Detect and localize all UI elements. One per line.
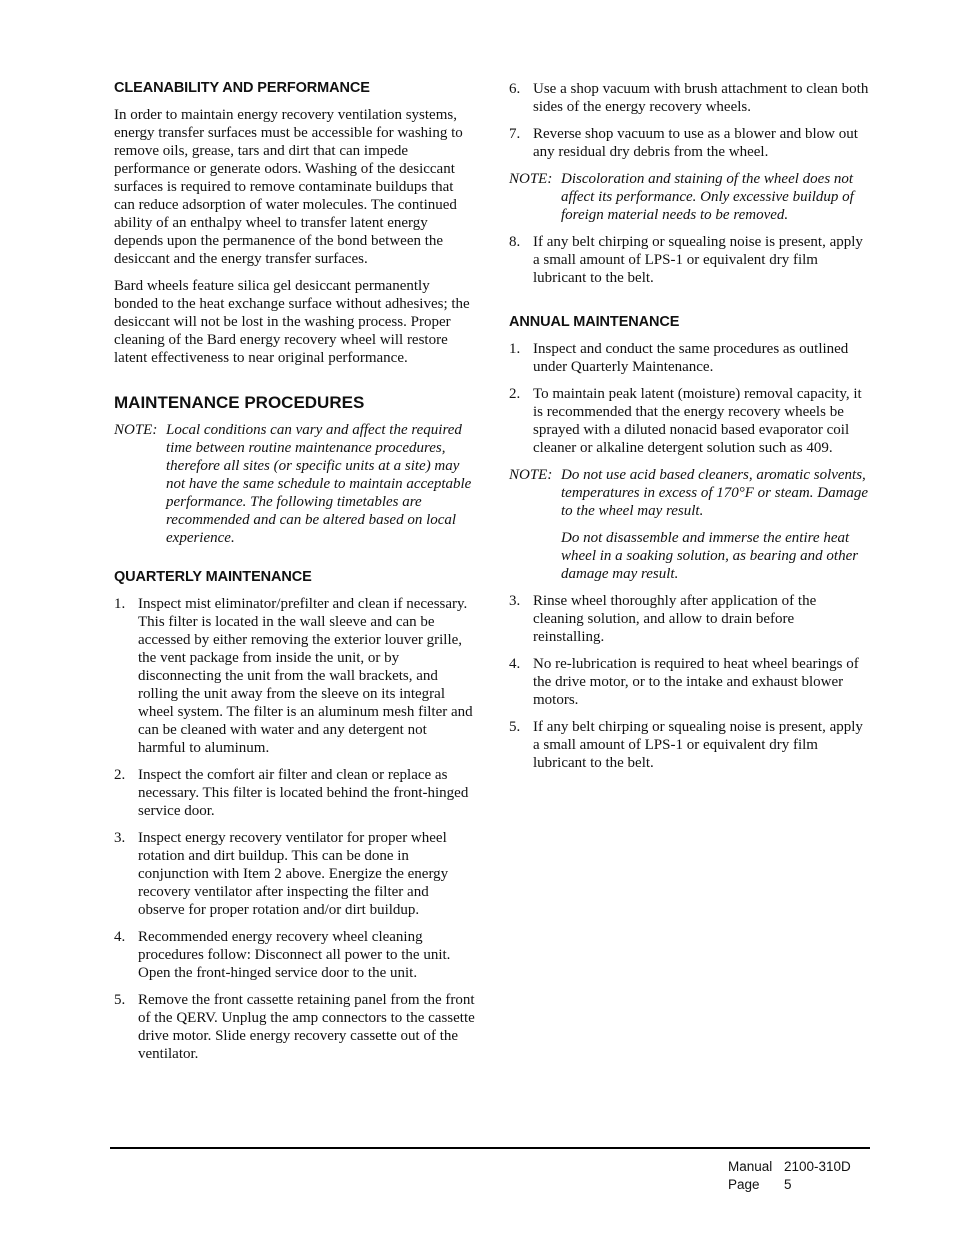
note-text: Discoloration and staining of the wheel does not affect its performance. Only excessive buildup of foreign material needs to be removed. xyxy=(561,171,854,223)
item-text: Recommended energy recovery wheel cleaning procedures follow: Disconnect all power to the unit. Open the front-hinged service door to the unit. xyxy=(138,929,451,981)
item-number: 5. xyxy=(114,992,126,1008)
manual-label: Manual xyxy=(728,1159,773,1174)
note-label: NOTE: xyxy=(114,422,158,438)
item-number: 1. xyxy=(509,341,521,357)
note-label: NOTE: xyxy=(509,467,553,483)
list-item xyxy=(114,829,476,919)
annual-list xyxy=(509,340,869,457)
list-item xyxy=(509,385,869,457)
list-item xyxy=(509,340,869,376)
page-footer xyxy=(728,1158,851,1194)
item-number: 2. xyxy=(114,767,126,783)
item-number: 8. xyxy=(509,234,521,250)
item-text: Inspect the comfort air filter and clean or replace as necessary. This filter is located behind the front-hinged service door. xyxy=(138,767,469,819)
annual-maintenance-heading: ANNUAL MAINTENANCE xyxy=(509,314,680,330)
item-text: To maintain peak latent (moisture) removal capacity, it is recommended that the energy recovery wheels be sprayed with a diluted nonacid based evaporator coil cleaner or alkaline detergent solution such as 409. xyxy=(533,386,862,456)
item-number: 1. xyxy=(114,596,126,612)
note-label: NOTE: xyxy=(509,171,553,187)
list-item xyxy=(114,928,476,982)
footer-divider xyxy=(110,1147,870,1149)
item-text: Rinse wheel thoroughly after application of the cleaning solution, and allow to drain before reinstalling. xyxy=(533,593,817,645)
item-text: No re-lubrication is required to heat wheel bearings of the drive motor, or to the intake and exhaust blower motors. xyxy=(533,656,859,708)
quarterly-list-continued-2 xyxy=(509,233,869,287)
annual-list-continued xyxy=(509,592,869,772)
item-text: Reverse shop vacuum to use as a blower and blow out any residual dry debris from the wheel. xyxy=(533,126,858,160)
list-item xyxy=(114,991,476,1063)
list-item xyxy=(114,766,476,820)
cleaner-warning-note xyxy=(509,466,869,520)
list-item xyxy=(114,595,476,757)
manual-row xyxy=(728,1158,851,1176)
right-column xyxy=(509,80,869,781)
list-item xyxy=(509,655,869,709)
item-text: If any belt chirping or squealing noise is present, apply a small amount of LPS-1 or equivalent dry film lubricant to the belt. xyxy=(533,719,863,771)
item-text: Inspect mist eliminator/prefilter and clean if necessary. This filter is located in the wall sleeve and can be accessed by either removing the exterior louver grille, the vent package from inside the unit, or by disconnecting the unit from the wall brackets, and rolling the unit away from the sleeve on its integral wheel system. The filter is an aluminum mesh filter and can be cleaned with water and any detergent not harmful to aluminum. xyxy=(138,596,473,756)
cleanability-heading: CLEANABILITY AND PERFORMANCE xyxy=(114,80,370,96)
item-text: Inspect and conduct the same procedures as outlined under Quarterly Maintenance. xyxy=(533,341,849,375)
item-number: 4. xyxy=(509,656,521,672)
quarterly-list xyxy=(114,595,476,1063)
item-number: 7. xyxy=(509,126,521,142)
list-item xyxy=(509,592,869,646)
item-number: 4. xyxy=(114,929,126,945)
item-number: 5. xyxy=(509,719,521,735)
item-text: Use a shop vacuum with brush attachment to clean both sides of the energy recovery wheels. xyxy=(533,81,869,115)
note-text: Do not use acid based cleaners, aromatic solvents, temperatures in excess of 170°F or steam. Damage to the wheel may result. xyxy=(561,467,869,519)
cleanability-paragraph-2: Bard wheels feature silica gel desiccant permanently bonded to the heat exchange surface without adhesives; the desiccant will not be lost in the washing process. Proper cleaning of the Bard energy recovery wheel will restore latent effectiveness to near original performance. xyxy=(114,278,470,366)
list-item xyxy=(509,80,869,116)
left-column xyxy=(114,80,476,1072)
quarterly-list-continued xyxy=(509,80,869,161)
list-item xyxy=(509,233,869,287)
item-text: Inspect energy recovery ventilator for proper wheel rotation and dirt buildup. This can be done in conjunction with Item 2 above. Energize the energy recovery ventilator after inspecting the filter and observe for proper rotation and/or dirt buildup. xyxy=(138,830,449,918)
quarterly-maintenance-heading: QUARTERLY MAINTENANCE xyxy=(114,569,312,585)
wheel-discoloration-note xyxy=(509,170,869,224)
list-item xyxy=(509,125,869,161)
item-text: Remove the front cassette retaining panel from the front of the QERV. Unplug the amp connectors to the cassette drive motor. Slide energy recovery cassette out of the ventilator. xyxy=(138,992,475,1062)
item-number: 3. xyxy=(509,593,521,609)
note-text: Local conditions can vary and affect the required time between routine maintenance procedures, therefore all sites (or specific units at a site) may not have the same schedule to maintain acceptable performance. The following timetables are recommended and can be altered based on local experience. xyxy=(166,422,472,546)
immersion-warning-note: Do not disassemble and immerse the entire heat wheel in a soaking solution, as bearing and other damage may result. xyxy=(561,530,859,582)
item-number: 6. xyxy=(509,81,521,97)
page-label: Page xyxy=(728,1177,760,1192)
list-item xyxy=(509,718,869,772)
item-number: 3. xyxy=(114,830,126,846)
page-row xyxy=(728,1176,851,1194)
item-text: If any belt chirping or squealing noise is present, apply a small amount of LPS-1 or equivalent dry film lubricant to the belt. xyxy=(533,234,863,286)
item-number: 2. xyxy=(509,386,521,402)
manual-number: 2100-310D xyxy=(784,1159,851,1174)
maintenance-note xyxy=(114,421,476,547)
page-number: 5 xyxy=(784,1177,792,1192)
maintenance-procedures-heading: MAINTENANCE PROCEDURES xyxy=(114,393,365,412)
cleanability-paragraph-1: In order to maintain energy recovery ventilation systems, energy transfer surfaces must be accessible for washing to remove oils, grease, tars and dirt that can impede performance or generate odors. Washing of the desiccant surfaces is required to remove contaminate buildups that can reduce adsorption of water molecules. The continued ability of an enthalpy wheel to transfer latent energy depends upon the permanence of the bond between the desiccant and the energy transfer surfaces. xyxy=(114,107,463,267)
